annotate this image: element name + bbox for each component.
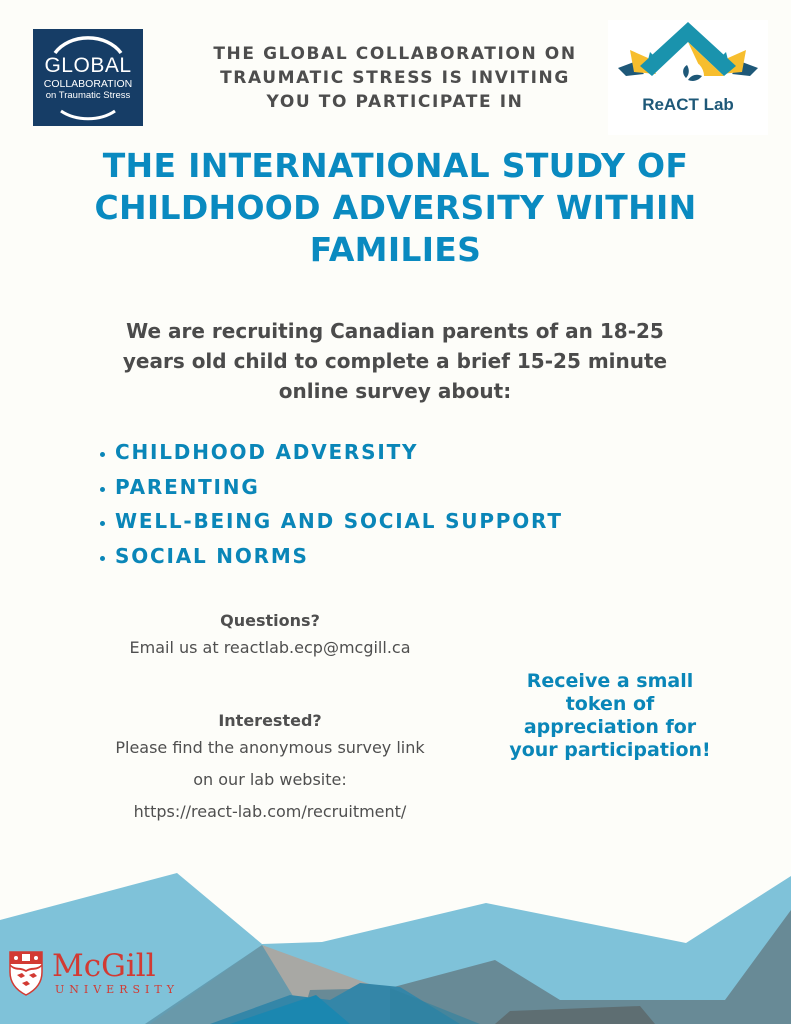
study-title-line: CHILDHOOD ADVERSITY WITHIN — [94, 188, 697, 227]
bullet-icon — [100, 452, 105, 457]
email-link[interactable]: reactlab.ecp@mcgill.ca — [223, 638, 411, 657]
gcts-logo-line1: GLOBAL — [44, 54, 132, 77]
intro-line: years old child to complete a brief 15-25 minute — [122, 349, 668, 373]
email-prefix: Email us at — [129, 638, 224, 657]
study-title-line: THE INTERNATIONAL STUDY OF — [102, 146, 689, 185]
intro-line: We are recruiting Canadian parents of an 18-25 — [126, 319, 664, 343]
mcgill-logo — [8, 950, 188, 1010]
gcts-logo-line3: on Traumatic Stress — [45, 90, 131, 101]
bullet-icon — [100, 521, 105, 526]
gcts-logo-line2: COLLABORATION — [43, 78, 133, 90]
topic-item — [100, 539, 563, 574]
survey-url-link[interactable]: https://react-lab.com/recruitment/ — [133, 802, 407, 821]
mcgill-subtitle: UNIVERSITY — [55, 983, 179, 996]
invitation-line: TRAUMATIC STRESS IS INVITING — [220, 68, 570, 88]
reward-line: your participation! — [509, 739, 711, 761]
mcgill-name: McGill — [52, 948, 156, 984]
gcts-logo — [33, 29, 143, 126]
recruitment-intro — [70, 316, 720, 406]
reward-line: Receive a small — [526, 670, 694, 692]
topic-label: SOCIAL NORMS — [115, 543, 309, 568]
topic-item — [100, 470, 563, 505]
invitation-line: YOU TO PARTICIPATE IN — [266, 92, 524, 112]
survey-topics-list — [100, 435, 563, 573]
questions-heading: Questions? — [220, 611, 320, 630]
reward-line: token of — [565, 693, 655, 715]
interested-line: on our lab website: — [193, 770, 347, 789]
reward-callout — [480, 670, 740, 762]
interested-section — [70, 710, 470, 828]
topic-label: WELL-BEING AND SOCIAL SUPPORT — [115, 509, 563, 533]
topic-item — [100, 504, 563, 539]
reward-line: appreciation for — [523, 716, 697, 738]
react-roof-icon — [608, 20, 768, 95]
react-lab-label: ReACT Lab — [642, 95, 734, 114]
topic-item — [100, 435, 563, 470]
questions-text — [70, 632, 470, 664]
invitation-line: THE GLOBAL COLLABORATION ON — [213, 44, 577, 64]
study-title — [40, 145, 751, 271]
intro-line: online survey about: — [278, 379, 512, 403]
study-title-line: FAMILIES — [309, 230, 482, 269]
mcgill-crest-icon — [8, 950, 44, 996]
invitation-header — [190, 42, 600, 114]
react-lab-logo — [608, 20, 768, 135]
bullet-icon — [100, 487, 105, 492]
interested-heading: Interested? — [218, 711, 322, 730]
bullet-icon — [100, 556, 105, 561]
interested-line: Please find the anonymous survey link — [115, 738, 425, 757]
topic-label: CHILDHOOD ADVERSITY — [115, 440, 419, 464]
questions-section — [70, 610, 470, 664]
topic-label: PARENTING — [115, 474, 260, 499]
